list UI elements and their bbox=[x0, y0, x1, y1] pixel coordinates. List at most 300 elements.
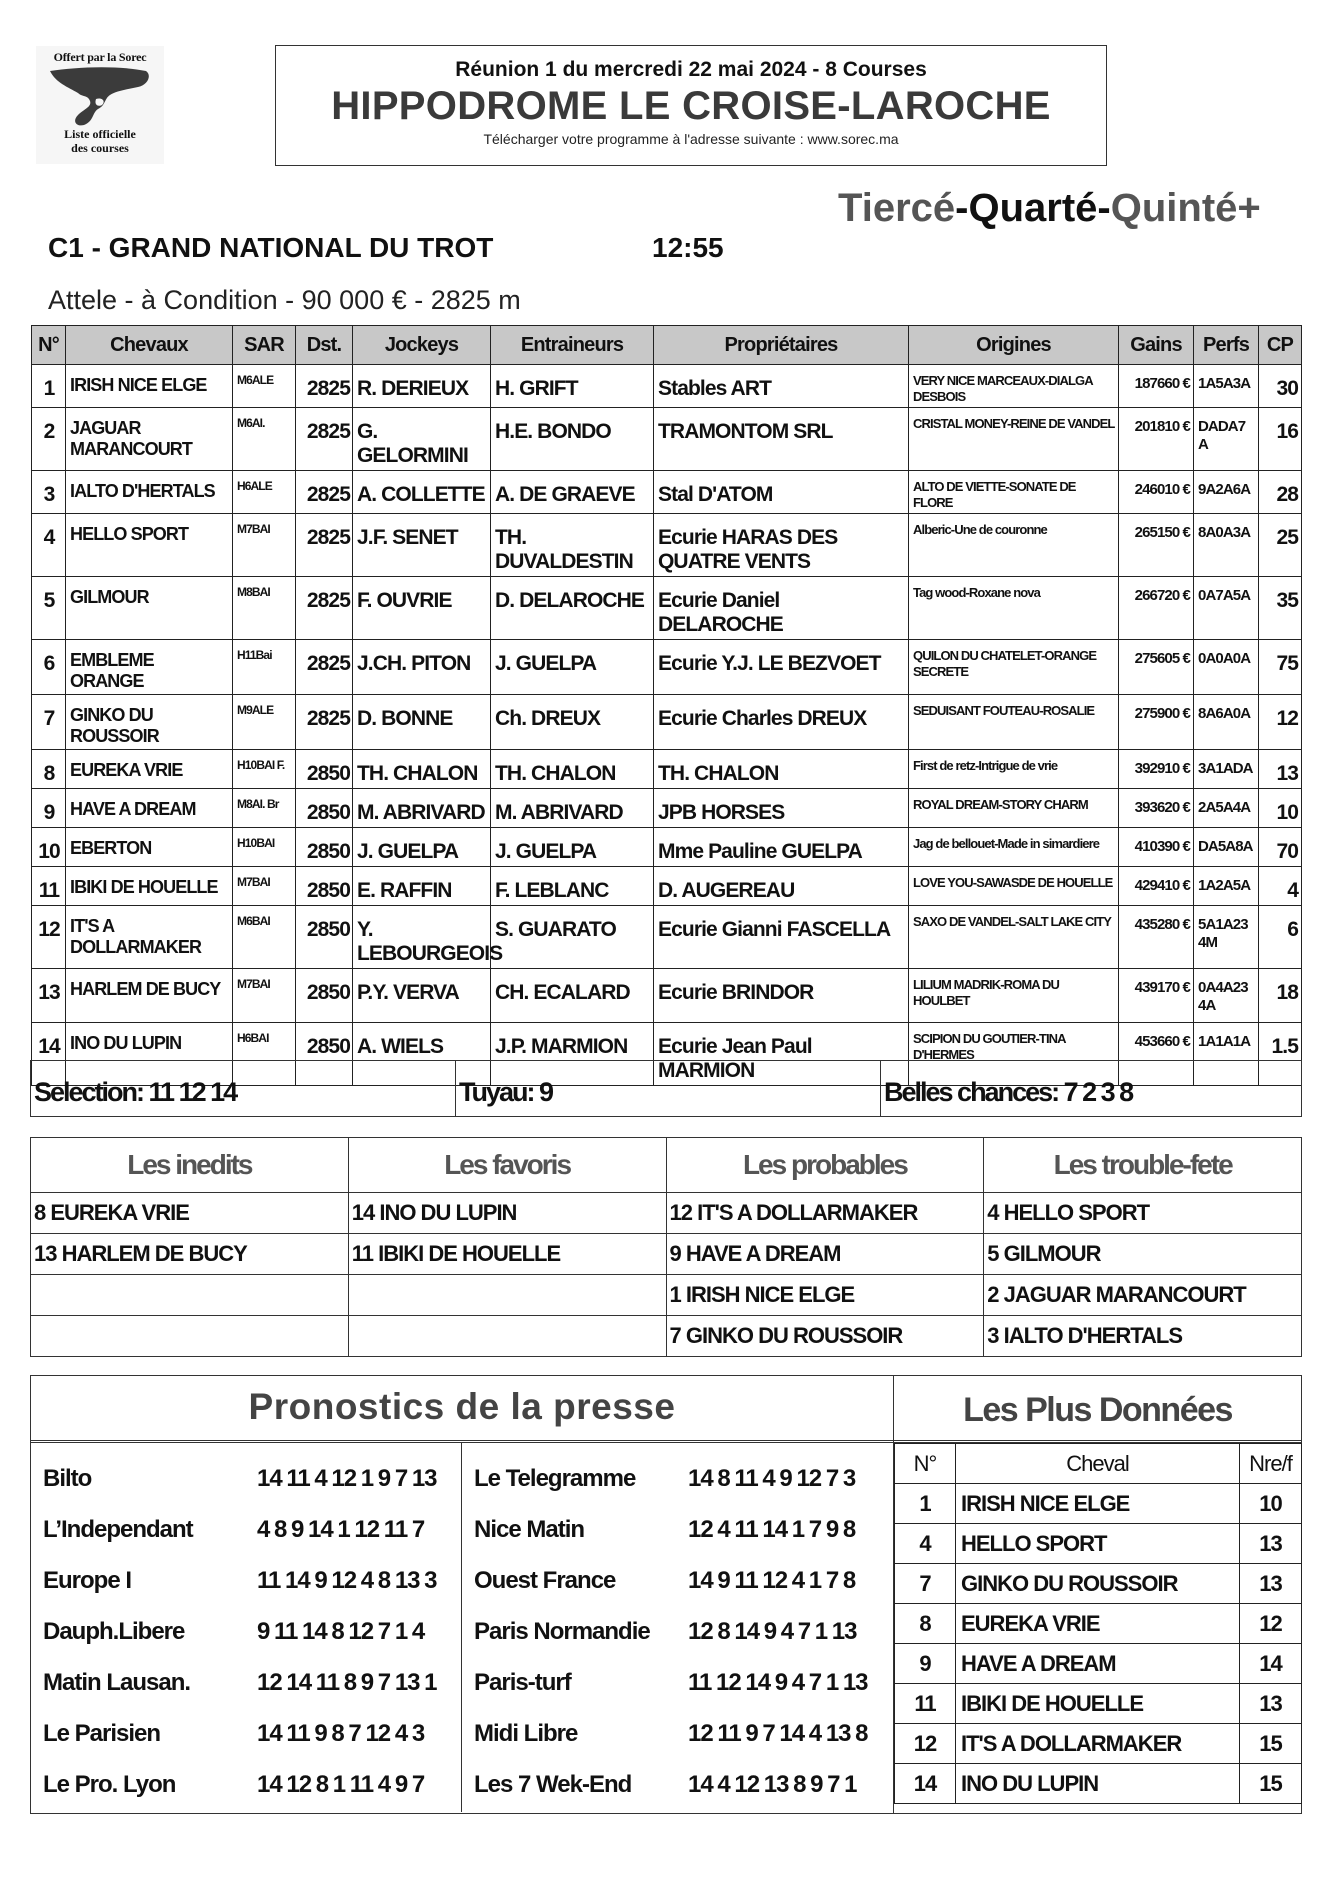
category-trouble-fete-cell: 4 HELLO SPORT bbox=[984, 1193, 1302, 1234]
newspaper-picks: 12 14 11 8 9 7 13 1 bbox=[257, 1668, 437, 1696]
most-picked-number: 4 bbox=[895, 1524, 956, 1564]
most-picked-horse: GINKO DU ROUSSOIR bbox=[956, 1564, 1240, 1604]
horse-name-cell: GINKO DU ROUSSOIR bbox=[66, 695, 233, 750]
distance-cell: 2850 bbox=[296, 1023, 353, 1086]
most-picked-count: 12 bbox=[1240, 1604, 1302, 1644]
categories-table bbox=[30, 1137, 1302, 1357]
newspaper-picks: 14 8 11 4 9 12 7 3 bbox=[688, 1464, 856, 1492]
horse-name-cell: IALTO D'HERTALS bbox=[66, 471, 233, 514]
gains-cell: 265150 € bbox=[1119, 514, 1194, 577]
origins-cell: First de retz-Intrigue de vrie bbox=[909, 750, 1119, 789]
race-title: C1 - GRAND NATIONAL DU TROT bbox=[48, 232, 494, 263]
cat-header-trouble-fete: Les trouble-fete bbox=[984, 1138, 1302, 1193]
perfs-cell: 1A1A1A bbox=[1194, 1023, 1259, 1086]
most-picked-title: Les Plus Données bbox=[894, 1376, 1301, 1443]
selection-bar bbox=[30, 1060, 1302, 1117]
category-trouble-fete-cell: 3 IALTO D'HERTALS bbox=[984, 1316, 1302, 1357]
trainer-cell: S. GUARATO bbox=[491, 906, 654, 969]
category-favoris-cell bbox=[348, 1275, 666, 1316]
jockey-cell: P.Y. VERVA bbox=[353, 969, 491, 1023]
origins-cell: LOVE YOU-SAWASDE DE HOUELLE bbox=[909, 867, 1119, 906]
runner-number-cell: 3 bbox=[32, 471, 66, 514]
table-row bbox=[32, 867, 1302, 906]
bet-tierce: Tiercé bbox=[838, 186, 956, 230]
cote-cell: 13 bbox=[1259, 750, 1302, 789]
col-header-cp: CP bbox=[1259, 326, 1302, 365]
press-prediction-row bbox=[31, 1759, 461, 1810]
sar-cell: H11Bai bbox=[233, 640, 296, 695]
owner-cell: Ecurie Charles DREUX bbox=[654, 695, 909, 750]
press-prediction-row bbox=[31, 1657, 461, 1708]
category-favoris-cell: 14 INO DU LUPIN bbox=[348, 1193, 666, 1234]
distance-cell: 2825 bbox=[296, 640, 353, 695]
newspaper-picks: 4 8 9 14 1 12 11 7 bbox=[257, 1515, 425, 1543]
most-picked-header-row bbox=[895, 1444, 1302, 1484]
distance-cell: 2825 bbox=[296, 471, 353, 514]
cote-cell: 75 bbox=[1259, 640, 1302, 695]
most-picked-count: 13 bbox=[1240, 1684, 1302, 1724]
origins-cell: ALTO DE VIETTE-SONATE DE FLORE bbox=[909, 471, 1119, 514]
col-header-origins: Origines bbox=[909, 326, 1119, 365]
press-prediction-row bbox=[462, 1708, 893, 1759]
cote-cell: 6 bbox=[1259, 906, 1302, 969]
sar-cell: H10BAI F. bbox=[233, 750, 296, 789]
newspaper-name: Bilto bbox=[43, 1464, 92, 1492]
runner-number-cell: 5 bbox=[32, 577, 66, 640]
category-trouble-fete-cell: 5 GILMOUR bbox=[984, 1234, 1302, 1275]
trainer-cell: J. GUELPA bbox=[491, 828, 654, 867]
newspaper-picks: 11 12 14 9 4 7 1 13 bbox=[688, 1668, 868, 1696]
most-picked-col-horse: Cheval bbox=[956, 1444, 1240, 1484]
distance-cell: 2825 bbox=[296, 408, 353, 471]
newspaper-name: Dauph.Libere bbox=[43, 1617, 185, 1645]
jockey-cell: D. BONNE bbox=[353, 695, 491, 750]
category-row bbox=[31, 1193, 1302, 1234]
cote-cell: 10 bbox=[1259, 789, 1302, 828]
trainer-cell: TH. CHALON bbox=[491, 750, 654, 789]
col-header-distance: Dst. bbox=[296, 326, 353, 365]
runner-number-cell: 1 bbox=[32, 365, 66, 408]
selection-text: Selection: 11 12 14 bbox=[31, 1061, 456, 1116]
origins-cell: SEDUISANT FOUTEAU-ROSALIE bbox=[909, 695, 1119, 750]
horse-name-cell: HARLEM DE BUCY bbox=[66, 969, 233, 1023]
gains-cell: 429410 € bbox=[1119, 867, 1194, 906]
horse-name-cell: HAVE A DREAM bbox=[66, 789, 233, 828]
trainer-cell: H. GRIFT bbox=[491, 365, 654, 408]
press-prediction-row bbox=[462, 1759, 893, 1810]
gains-cell: 439170 € bbox=[1119, 969, 1194, 1023]
cote-cell: 1.5 bbox=[1259, 1023, 1302, 1086]
press-prediction-row bbox=[462, 1606, 893, 1657]
most-picked-row bbox=[895, 1644, 1302, 1684]
runners-table bbox=[31, 325, 1302, 1086]
horse-name-cell: JAGUAR MARANCOURT bbox=[66, 408, 233, 471]
newspaper-picks: 11 14 9 12 4 8 13 3 bbox=[257, 1566, 437, 1594]
jockey-cell: J.F. SENET bbox=[353, 514, 491, 577]
race-time: 12:55 bbox=[652, 232, 724, 263]
gains-cell: 453660 € bbox=[1119, 1023, 1194, 1086]
cat-header-inedits: Les inedits bbox=[31, 1138, 349, 1193]
owner-cell: D. AUGEREAU bbox=[654, 867, 909, 906]
table-row bbox=[32, 969, 1302, 1023]
newspaper-name: Ouest France bbox=[474, 1566, 616, 1594]
cote-cell: 12 bbox=[1259, 695, 1302, 750]
perfs-cell: 2A5A4A bbox=[1194, 789, 1259, 828]
most-picked-horse: EUREKA VRIE bbox=[956, 1604, 1240, 1644]
most-picked-row bbox=[895, 1564, 1302, 1604]
runner-number-cell: 10 bbox=[32, 828, 66, 867]
trainer-cell: D. DELAROCHE bbox=[491, 577, 654, 640]
col-header-perfs: Perfs bbox=[1194, 326, 1259, 365]
perfs-cell: 8A0A3A bbox=[1194, 514, 1259, 577]
gains-cell: 275605 € bbox=[1119, 640, 1194, 695]
jockey-cell: E. RAFFIN bbox=[353, 867, 491, 906]
most-picked-row bbox=[895, 1484, 1302, 1524]
bet-quinte: Quinté+ bbox=[1110, 186, 1261, 230]
jockey-cell: TH. CHALON bbox=[353, 750, 491, 789]
table-row bbox=[32, 577, 1302, 640]
most-picked-row bbox=[895, 1684, 1302, 1724]
table-row bbox=[32, 906, 1302, 969]
most-picked bbox=[893, 1375, 1302, 1814]
table-row bbox=[32, 828, 1302, 867]
trainer-cell: J.P. MARMION bbox=[491, 1023, 654, 1086]
perfs-cell: 5A1A234M bbox=[1194, 906, 1259, 969]
most-picked-horse: IRISH NICE ELGE bbox=[956, 1484, 1240, 1524]
most-picked-horse: INO DU LUPIN bbox=[956, 1764, 1240, 1804]
owner-cell: TH. CHALON bbox=[654, 750, 909, 789]
most-picked-number: 8 bbox=[895, 1604, 956, 1644]
gains-cell: 187660 € bbox=[1119, 365, 1194, 408]
perfs-cell: 0A7A5A bbox=[1194, 577, 1259, 640]
sar-cell: M7BAI bbox=[233, 867, 296, 906]
category-inedits-cell: 13 HARLEM DE BUCY bbox=[31, 1234, 349, 1275]
distance-cell: 2850 bbox=[296, 789, 353, 828]
press-prediction-row bbox=[462, 1555, 893, 1606]
horse-name-cell: GILMOUR bbox=[66, 577, 233, 640]
col-header-horse: Chevaux bbox=[66, 326, 233, 365]
meeting-header bbox=[275, 45, 1107, 166]
distance-cell: 2850 bbox=[296, 906, 353, 969]
sar-cell: M6ALE bbox=[233, 365, 296, 408]
runner-number-cell: 13 bbox=[32, 969, 66, 1023]
press-prediction-row bbox=[31, 1504, 461, 1555]
newspaper-name: Le Parisien bbox=[43, 1719, 161, 1747]
cat-header-probables: Les probables bbox=[666, 1138, 984, 1193]
table-row bbox=[32, 471, 1302, 514]
distance-cell: 2825 bbox=[296, 365, 353, 408]
meeting-info: Réunion 1 du mercredi 22 mai 2024 - 8 Courses bbox=[455, 58, 927, 81]
newspaper-name: Le Pro. Lyon bbox=[43, 1770, 176, 1798]
horse-name-cell: IT'S A DOLLARMAKER bbox=[66, 906, 233, 969]
cote-cell: 4 bbox=[1259, 867, 1302, 906]
runner-number-cell: 14 bbox=[32, 1023, 66, 1086]
newspaper-name: Les 7 Wek-End bbox=[474, 1770, 632, 1798]
horse-name-cell: EBERTON bbox=[66, 828, 233, 867]
sar-cell: M8AI. Br bbox=[233, 789, 296, 828]
jockey-cell: Y. LEBOURGEOIS bbox=[353, 906, 491, 969]
horse-name-cell: HELLO SPORT bbox=[66, 514, 233, 577]
col-header-jockey: Jockeys bbox=[353, 326, 491, 365]
jockey-cell: G. GELORMINI bbox=[353, 408, 491, 471]
perfs-cell: 9A2A6A bbox=[1194, 471, 1259, 514]
most-picked-row bbox=[895, 1524, 1302, 1564]
category-probables-cell: 1 IRISH NICE ELGE bbox=[666, 1275, 984, 1316]
sar-cell: H6BAI bbox=[233, 1023, 296, 1086]
perfs-cell: 0A4A234A bbox=[1194, 969, 1259, 1023]
gains-cell: 246010 € bbox=[1119, 471, 1194, 514]
most-picked-horse: HAVE A DREAM bbox=[956, 1644, 1240, 1684]
runner-number-cell: 8 bbox=[32, 750, 66, 789]
origins-cell: Tag wood-Roxane nova bbox=[909, 577, 1119, 640]
most-picked-count: 13 bbox=[1240, 1564, 1302, 1604]
gains-cell: 435280 € bbox=[1119, 906, 1194, 969]
sar-cell: M6AI. bbox=[233, 408, 296, 471]
newspaper-name: Paris Normandie bbox=[474, 1617, 650, 1645]
owner-cell: Stables ART bbox=[654, 365, 909, 408]
origins-cell: SAXO DE VANDEL-SALT LAKE CITY bbox=[909, 906, 1119, 969]
most-picked-row bbox=[895, 1764, 1302, 1804]
jockey-cell: F. OUVRIE bbox=[353, 577, 491, 640]
most-picked-table bbox=[894, 1443, 1302, 1804]
jockey-cell: M. ABRIVARD bbox=[353, 789, 491, 828]
owner-cell: Ecurie BRINDOR bbox=[654, 969, 909, 1023]
trainer-cell: F. LEBLANC bbox=[491, 867, 654, 906]
sar-cell: H10BAI bbox=[233, 828, 296, 867]
horse-head-icon bbox=[46, 65, 154, 127]
category-probables-cell: 12 IT'S A DOLLARMAKER bbox=[666, 1193, 984, 1234]
cote-cell: 30 bbox=[1259, 365, 1302, 408]
race-conditions: Attele - à Condition - 90 000 € - 2825 m bbox=[48, 285, 521, 315]
logo-bottom-text-1: Liste officielle bbox=[64, 127, 136, 141]
table-row bbox=[32, 408, 1302, 471]
logo-bottom-text-2: des courses bbox=[71, 141, 129, 155]
category-trouble-fete-cell: 2 JAGUAR MARANCOURT bbox=[984, 1275, 1302, 1316]
gains-cell: 201810 € bbox=[1119, 408, 1194, 471]
category-probables-cell: 9 HAVE A DREAM bbox=[666, 1234, 984, 1275]
horse-name-cell: EUREKA VRIE bbox=[66, 750, 233, 789]
horse-name-cell: IRISH NICE ELGE bbox=[66, 365, 233, 408]
venue-title: HIPPODROME LE CROISE-LAROCHE bbox=[331, 84, 1051, 128]
most-picked-row bbox=[895, 1724, 1302, 1764]
newspaper-name: Paris-turf bbox=[474, 1668, 571, 1696]
sar-cell: M8BAI bbox=[233, 577, 296, 640]
trainer-cell: CH. ECALARD bbox=[491, 969, 654, 1023]
category-favoris-cell: 11 IBIKI DE HOUELLE bbox=[348, 1234, 666, 1275]
perfs-cell: DADA7A bbox=[1194, 408, 1259, 471]
horse-name-cell: EMBLEME ORANGE bbox=[66, 640, 233, 695]
owner-cell: Ecurie Daniel DELAROCHE bbox=[654, 577, 909, 640]
distance-cell: 2850 bbox=[296, 828, 353, 867]
jockey-cell: A. WIELS bbox=[353, 1023, 491, 1086]
perfs-cell: 1A5A3A bbox=[1194, 365, 1259, 408]
bet-quarte: -Quarté- bbox=[955, 186, 1111, 230]
runner-number-cell: 9 bbox=[32, 789, 66, 828]
distance-cell: 2850 bbox=[296, 969, 353, 1023]
origins-cell: QUILON DU CHATELET-ORANGE SECRETE bbox=[909, 640, 1119, 695]
category-inedits-cell bbox=[31, 1275, 349, 1316]
distance-cell: 2825 bbox=[296, 577, 353, 640]
newspaper-picks: 14 11 9 8 7 12 4 3 bbox=[257, 1719, 425, 1747]
most-picked-horse: IBIKI DE HOUELLE bbox=[956, 1684, 1240, 1724]
most-picked-number: 9 bbox=[895, 1644, 956, 1684]
sar-cell: M6BAI bbox=[233, 906, 296, 969]
cote-cell: 25 bbox=[1259, 514, 1302, 577]
distance-cell: 2825 bbox=[296, 695, 353, 750]
owner-cell: Ecurie Gianni FASCELLA bbox=[654, 906, 909, 969]
press-prediction-row bbox=[31, 1555, 461, 1606]
newspaper-name: Europe I bbox=[43, 1566, 132, 1594]
horse-name-cell: INO DU LUPIN bbox=[66, 1023, 233, 1086]
table-row bbox=[32, 695, 1302, 750]
owner-cell: Ecurie Jean Paul MARMION bbox=[654, 1023, 909, 1086]
runner-number-cell: 2 bbox=[32, 408, 66, 471]
perfs-cell: 0A0A0A bbox=[1194, 640, 1259, 695]
jockey-cell: R. DERIEUX bbox=[353, 365, 491, 408]
newspaper-name: Matin Lausan. bbox=[43, 1668, 191, 1696]
distance-cell: 2825 bbox=[296, 514, 353, 577]
press-predictions bbox=[30, 1375, 894, 1814]
origins-cell: SCIPION DU GOUTIER-TINA D'HERMES bbox=[909, 1023, 1119, 1086]
gains-cell: 275900 € bbox=[1119, 695, 1194, 750]
newspaper-name: Nice Matin bbox=[474, 1515, 585, 1543]
table-row bbox=[32, 365, 1302, 408]
newspaper-name: Le Telegramme bbox=[474, 1464, 636, 1492]
origins-cell: LILIUM MADRIK-ROMA DU HOULBET bbox=[909, 969, 1119, 1023]
perfs-cell: 3A1ADA bbox=[1194, 750, 1259, 789]
origins-cell: VERY NICE MARCEAUX-DIALGA DESBOIS bbox=[909, 365, 1119, 408]
newspaper-picks: 12 11 9 7 14 4 13 8 bbox=[688, 1719, 868, 1747]
sar-cell: M7BAI bbox=[233, 514, 296, 577]
category-probables-cell: 7 GINKO DU ROUSSOIR bbox=[666, 1316, 984, 1357]
trainer-cell: TH. DUVALDESTIN bbox=[491, 514, 654, 577]
owner-cell: Ecurie Y.J. LE BEZVOET bbox=[654, 640, 909, 695]
table-row bbox=[32, 750, 1302, 789]
runner-number-cell: 7 bbox=[32, 695, 66, 750]
categories-header-row bbox=[31, 1138, 1302, 1193]
newspaper-picks: 14 9 11 12 4 1 7 8 bbox=[688, 1566, 856, 1594]
newspaper-name: L’Independant bbox=[43, 1515, 193, 1543]
most-picked-number: 1 bbox=[895, 1484, 956, 1524]
logo-top-text: Offert par la Sorec bbox=[53, 50, 147, 64]
press-predictions-right-column bbox=[462, 1443, 893, 1812]
owner-cell: JPB HORSES bbox=[654, 789, 909, 828]
most-picked-count: 10 bbox=[1240, 1484, 1302, 1524]
newspaper-picks: 12 4 11 14 1 7 9 8 bbox=[688, 1515, 856, 1543]
newspaper-picks: 9 11 14 8 12 7 1 4 bbox=[257, 1617, 425, 1645]
runner-number-cell: 4 bbox=[32, 514, 66, 577]
press-prediction-row bbox=[31, 1606, 461, 1657]
horse-name-cell: IBIKI DE HOUELLE bbox=[66, 867, 233, 906]
owner-cell: TRAMONTOM SRL bbox=[654, 408, 909, 471]
gains-cell: 393620 € bbox=[1119, 789, 1194, 828]
category-row bbox=[31, 1275, 1302, 1316]
perfs-cell: DA5A8A bbox=[1194, 828, 1259, 867]
press-prediction-row bbox=[31, 1708, 461, 1759]
most-picked-number: 7 bbox=[895, 1564, 956, 1604]
most-picked-count: 14 bbox=[1240, 1644, 1302, 1684]
owner-cell: Ecurie HARAS DES QUATRE VENTS bbox=[654, 514, 909, 577]
category-inedits-cell: 8 EUREKA VRIE bbox=[31, 1193, 349, 1234]
bet-type bbox=[838, 186, 1261, 231]
newspaper-picks: 14 12 8 1 11 4 9 7 bbox=[257, 1770, 425, 1798]
col-header-gains: Gains bbox=[1119, 326, 1194, 365]
most-picked-col-num: N° bbox=[895, 1444, 956, 1484]
cote-cell: 70 bbox=[1259, 828, 1302, 867]
origins-cell: CRISTAL MONEY-REINE DE VANDEL bbox=[909, 408, 1119, 471]
newspaper-name: Midi Libre bbox=[474, 1719, 578, 1747]
cote-cell: 16 bbox=[1259, 408, 1302, 471]
trainer-cell: A. DE GRAEVE bbox=[491, 471, 654, 514]
most-picked-horse: IT'S A DOLLARMAKER bbox=[956, 1724, 1240, 1764]
press-prediction-row bbox=[31, 1453, 461, 1504]
newspaper-picks: 14 4 12 13 8 9 7 1 bbox=[688, 1770, 857, 1798]
category-inedits-cell bbox=[31, 1316, 349, 1357]
cote-cell: 35 bbox=[1259, 577, 1302, 640]
press-prediction-row bbox=[462, 1453, 893, 1504]
press-prediction-row bbox=[462, 1504, 893, 1555]
cote-cell: 28 bbox=[1259, 471, 1302, 514]
runner-number-cell: 12 bbox=[32, 906, 66, 969]
trainer-cell: H.E. BONDO bbox=[491, 408, 654, 471]
most-picked-count: 15 bbox=[1240, 1724, 1302, 1764]
perfs-cell: 8A6A0A bbox=[1194, 695, 1259, 750]
press-predictions-left-column bbox=[31, 1443, 462, 1812]
tuyau-text: Tuyau: 9 bbox=[456, 1061, 881, 1116]
belles-chances-text: Belles chances: 7 2 3 8 bbox=[884, 1077, 1133, 1107]
category-favoris-cell bbox=[348, 1316, 666, 1357]
most-picked-number: 12 bbox=[895, 1724, 956, 1764]
category-row bbox=[31, 1316, 1302, 1357]
owner-cell: Stal D'ATOM bbox=[654, 471, 909, 514]
most-picked-number: 11 bbox=[895, 1684, 956, 1724]
cote-cell: 18 bbox=[1259, 969, 1302, 1023]
newspaper-picks: 12 8 14 9 4 7 1 13 bbox=[688, 1617, 857, 1645]
most-picked-count: 15 bbox=[1240, 1764, 1302, 1804]
trainer-cell: J. GUELPA bbox=[491, 640, 654, 695]
most-picked-horse: HELLO SPORT bbox=[956, 1524, 1240, 1564]
download-link-text: Télécharger votre programme à l'adresse suivante : www.sorec.ma bbox=[483, 131, 899, 147]
newspaper-picks: 14 11 4 12 1 9 7 13 bbox=[257, 1464, 437, 1492]
sar-cell: M9ALE bbox=[233, 695, 296, 750]
table-row bbox=[32, 789, 1302, 828]
trainer-cell: Ch. DREUX bbox=[491, 695, 654, 750]
col-header-owner: Propriétaires bbox=[654, 326, 909, 365]
runner-number-cell: 11 bbox=[32, 867, 66, 906]
press-predictions-title: Pronostics de la presse bbox=[31, 1376, 893, 1443]
jockey-cell: J. GUELPA bbox=[353, 828, 491, 867]
sar-cell: M7BAI bbox=[233, 969, 296, 1023]
press-prediction-row bbox=[462, 1657, 893, 1708]
most-picked-number: 14 bbox=[895, 1764, 956, 1804]
gains-cell: 410390 € bbox=[1119, 828, 1194, 867]
origins-cell: Alberic-Une de couronne bbox=[909, 514, 1119, 577]
jockey-cell: A. COLLETTE bbox=[353, 471, 491, 514]
most-picked-count: 13 bbox=[1240, 1524, 1302, 1564]
cat-header-favoris: Les favoris bbox=[348, 1138, 666, 1193]
distance-cell: 2850 bbox=[296, 750, 353, 789]
category-row bbox=[31, 1234, 1302, 1275]
trainer-cell: M. ABRIVARD bbox=[491, 789, 654, 828]
table-row bbox=[32, 640, 1302, 695]
jockey-cell: J.CH. PITON bbox=[353, 640, 491, 695]
gains-cell: 392910 € bbox=[1119, 750, 1194, 789]
gains-cell: 266720 € bbox=[1119, 577, 1194, 640]
sorec-logo bbox=[36, 46, 164, 164]
col-header-trainer: Entraineurs bbox=[491, 326, 654, 365]
col-header-num: N° bbox=[32, 326, 66, 365]
origins-cell: ROYAL DREAM-STORY CHARM bbox=[909, 789, 1119, 828]
